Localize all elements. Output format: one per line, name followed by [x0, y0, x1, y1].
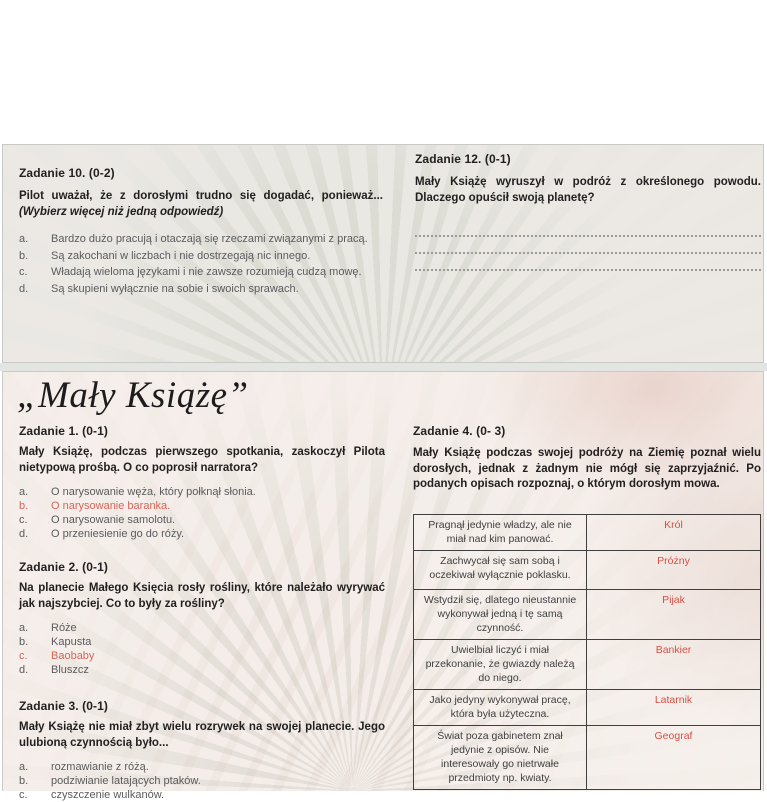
- task-10-option-a: [19, 231, 383, 247]
- option-letter: d.: [19, 282, 29, 295]
- task-2-block: [19, 560, 385, 677]
- answer-cell: Pijak: [586, 590, 760, 639]
- description-cell: Jako jedyny wykonywał pracę, która była użyteczna.: [429, 693, 571, 720]
- option-letter: c.: [19, 266, 28, 278]
- answer-line: [415, 220, 761, 237]
- task-4-question: Mały Książę podczas swojej podróży na Ziemię poznał wielu dorosłych, jednak z żadnym nie mógł się zaprzyjaźnić. Po podanych opisach rozpoznaj, o którym dorosłym mowa.: [413, 447, 761, 490]
- slide2-left-column: [19, 424, 385, 802]
- description-cell: Wstydził się, dlatego nieustannie wykonywał jedną i tę samą czynność.: [423, 593, 577, 634]
- task-1-heading: Zadanie 1. (0-1): [19, 424, 108, 438]
- task-3-heading: Zadanie 3. (0-1): [19, 699, 108, 713]
- option-text: O narysowanie samolotu.: [51, 514, 176, 526]
- task-3-block: [19, 699, 385, 802]
- answer-cell: Latarnik: [586, 690, 760, 725]
- task-2-option-c-correct: [19, 649, 385, 663]
- option-text: Baobaby: [51, 650, 95, 662]
- option-text: O narysowanie węża, który połknął słonia.: [51, 486, 256, 498]
- option-letter: a.: [19, 486, 29, 498]
- slide-page-1: [2, 144, 764, 363]
- task-10-question-text: Pilot uważał, że z dorosłymi trudno się dogadać, ponieważ...: [19, 190, 383, 202]
- task-10-question-note: (Wybierz więcej niż jedną odpowiedź): [19, 205, 224, 218]
- option-letter: b.: [19, 636, 29, 648]
- table-row: [414, 590, 760, 640]
- task-1-option-b-correct: [19, 499, 385, 513]
- task-1-question: Mały Książę, podczas pierwszego spotkania, zaskoczył Pilota nietypową prośbą. O co poprosił narratora?: [19, 446, 385, 474]
- task-1-block: [19, 424, 385, 541]
- table-row: [414, 515, 760, 551]
- task-4-heading: Zadanie 4. (0- 3): [413, 424, 506, 438]
- option-letter: c.: [19, 650, 28, 662]
- task-2-option-a: [19, 621, 385, 635]
- task-12-question: Mały Książę wyruszył w podróż z określonego powodu. Dlaczego opuścił swoją planetę?: [415, 176, 761, 204]
- option-letter: a.: [19, 233, 29, 245]
- task-10-block: [19, 166, 383, 297]
- task-3-option-a: [19, 760, 385, 774]
- task-10-question: [19, 189, 383, 220]
- slide-page-2: [2, 371, 764, 801]
- table-row: [414, 551, 760, 590]
- task-3-option-c: [19, 788, 385, 802]
- answer-cell: Król: [586, 515, 760, 550]
- option-letter: d.: [19, 664, 29, 676]
- option-text: rozmawianie z różą.: [51, 761, 149, 773]
- table-row: [414, 640, 760, 690]
- task-1-option-d: [19, 527, 385, 541]
- answer-cell: Bankier: [586, 640, 760, 689]
- task-4-block: [413, 424, 761, 790]
- option-text: O przeniesienie go do róży.: [51, 528, 185, 540]
- option-text: Bardzo dużo pracują i otaczają się rzeczami związanymi z pracą.: [51, 233, 368, 245]
- option-letter: a.: [19, 622, 29, 634]
- task-2-heading: Zadanie 2. (0-1): [19, 560, 108, 574]
- answer-cell: Geograf: [586, 726, 760, 789]
- task-10-option-b: [19, 248, 383, 264]
- option-letter: c.: [19, 789, 28, 801]
- task-3-question: Mały Książę nie miał zbyt wielu rozrywek na swojej planecie. Jego ulubioną czynnością było...: [19, 721, 385, 749]
- option-text: O narysowanie baranka.: [51, 500, 171, 512]
- task-2-question: Na planecie Małego Księcia rosły rośliny, które należało wyrywać jak najszybciej. Co to były za rośliny?: [19, 582, 385, 610]
- option-text: Są skupieni wyłącznie na sobie i swoich sprawach.: [51, 282, 299, 295]
- task-2-option-b: [19, 635, 385, 649]
- option-text: Kapusta: [51, 636, 92, 648]
- option-text: Są zakochani w liczbach i nie dostrzegają nic innego.: [51, 249, 311, 262]
- task-1-option-a: [19, 485, 385, 499]
- option-text: podziwianie latających ptaków.: [51, 775, 201, 787]
- task-1-option-c: [19, 513, 385, 527]
- option-letter: b.: [19, 249, 29, 262]
- description-cell: Świat poza gabinetem znał jedynie z opisów. Nie interesowały go nietrwałe przedmioty np. kwiaty.: [437, 729, 563, 784]
- task-10-option-d: [19, 281, 383, 297]
- adults-matching-table: [413, 514, 761, 790]
- answer-line: [415, 237, 761, 254]
- task-12-block: [415, 152, 761, 271]
- task-10-heading: Zadanie 10. (0-2): [19, 166, 115, 180]
- table-row: [414, 726, 760, 789]
- description-cell: Pragnął jedynie władzy, ale nie miał nad kim panować.: [428, 518, 572, 545]
- answer-line: [415, 254, 761, 271]
- option-text: Bluszcz: [51, 664, 89, 676]
- answer-cell: Próżny: [586, 551, 760, 589]
- page-gap: [0, 363, 767, 371]
- option-letter: b.: [19, 775, 29, 787]
- page-title: „Mały Książę”: [17, 375, 249, 416]
- option-text: Władają wieloma językami i nie zawsze rozumieją cudzą mowę.: [51, 266, 362, 278]
- task-2-option-d: [19, 663, 385, 677]
- option-text: czyszczenie wulkanów.: [51, 789, 165, 801]
- description-cell: Zachwycał się sam sobą i oczekiwał wyłącznie poklasku.: [429, 554, 571, 581]
- table-row: [414, 690, 760, 726]
- option-letter: a.: [19, 761, 29, 773]
- description-cell: Uwielbiał liczyć i miał przekonanie, że gwiazdy należą do niego.: [425, 643, 575, 684]
- option-letter: d.: [19, 528, 29, 540]
- option-letter: b.: [19, 500, 29, 512]
- option-letter: c.: [19, 514, 28, 526]
- task-12-heading: Zadanie 12. (0-1): [415, 152, 511, 166]
- task-3-option-b: [19, 774, 385, 788]
- option-text: Róże: [51, 622, 77, 634]
- task-10-option-c: [19, 264, 383, 280]
